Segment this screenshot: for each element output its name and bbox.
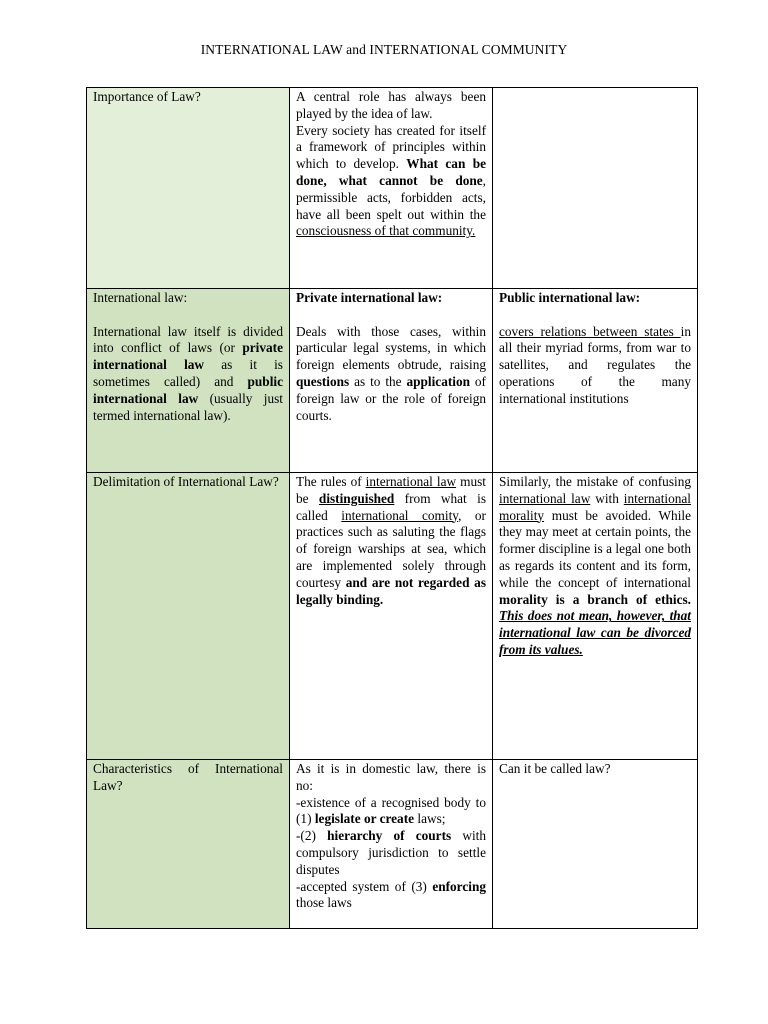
- row-4-topic: Characteristics of International Law?: [87, 760, 290, 929]
- row-2-private-text: Deals with those cases, within particular legal systems, in which foreign elements obtrude, raising questions as to the application of foreign law or the role of foreign courts.: [296, 323, 486, 423]
- row-2-topic-text: International law itself is divided into conflict of laws (or private international law as it is sometimes called) and public international law (usually just termed international law).: [93, 323, 283, 423]
- law-table: [86, 87, 698, 929]
- row-3-topic: Delimitation of International Law?: [87, 473, 290, 760]
- row-1-empty-cell: [493, 88, 698, 289]
- document-title: INTERNATIONAL LAW and INTERNATIONAL COMMUNITY: [200, 42, 568, 57]
- row-1-topic: Importance of Law?: [87, 88, 290, 289]
- row-1-description: A central role has always been played by the idea of law. Every society has created for itself a framework of principles within which to develop. What can be done, what cannot be done, permissible acts, forbidden acts, have all been spelt out within the consciousness of that community.: [290, 88, 493, 289]
- row-3-comity: The rules of international law must be distinguished from what is called international comity, or practices such as saluting the flags of foreign warships at sea, which are implemented solely through courtesy and are not regarded as legally binding.: [290, 473, 493, 760]
- row-3-morality: Similarly, the mistake of confusing international law with international morality must be avoided. While they may meet at certain points, the former discipline is a legal one both as regards its content and its form, while the concept of international morality is a branch of ethics. This does not mean, however, that international law can be divorced from its values.: [493, 473, 698, 760]
- row-1-paragraph: Every society has created for itself a framework of principles within which to develop. What can be done, what cannot be done, permissible acts, forbidden acts, have all been spelt out within the consciousness of that community.: [296, 122, 486, 239]
- row-2-public-text: covers relations between states in all their myriad forms, from war to satellites, and regulates the operations of the many international institutions: [499, 323, 691, 406]
- table-row: [87, 289, 698, 473]
- row-4-question: Can it be called law?: [493, 760, 698, 929]
- row-2-public-law: Public international law: covers relations between states in all their myriad forms, from war to satellites, and regulates the operations of the many international institutions: [493, 289, 698, 473]
- table-row: [87, 473, 698, 760]
- row-4-characteristics: As it is in domestic law, there is no: -existence of a recognised body to (1) legislate or create laws; -(2) hierarchy of courts with compulsory jurisdiction to settle disputes -accepted system of (3) enforcing those laws: [290, 760, 493, 929]
- row-2-topic: International law: International law itself is divided into conflict of laws (or private international law as it is sometimes called) and public international law (usually just termed international law).: [87, 289, 290, 473]
- table-row: [87, 760, 698, 929]
- row-2-private-law: Private international law: Deals with those cases, within particular legal systems, in which foreign elements obtrude, raising questions as to the application of foreign law or the role of foreign courts.: [290, 289, 493, 473]
- table-row: [87, 88, 698, 289]
